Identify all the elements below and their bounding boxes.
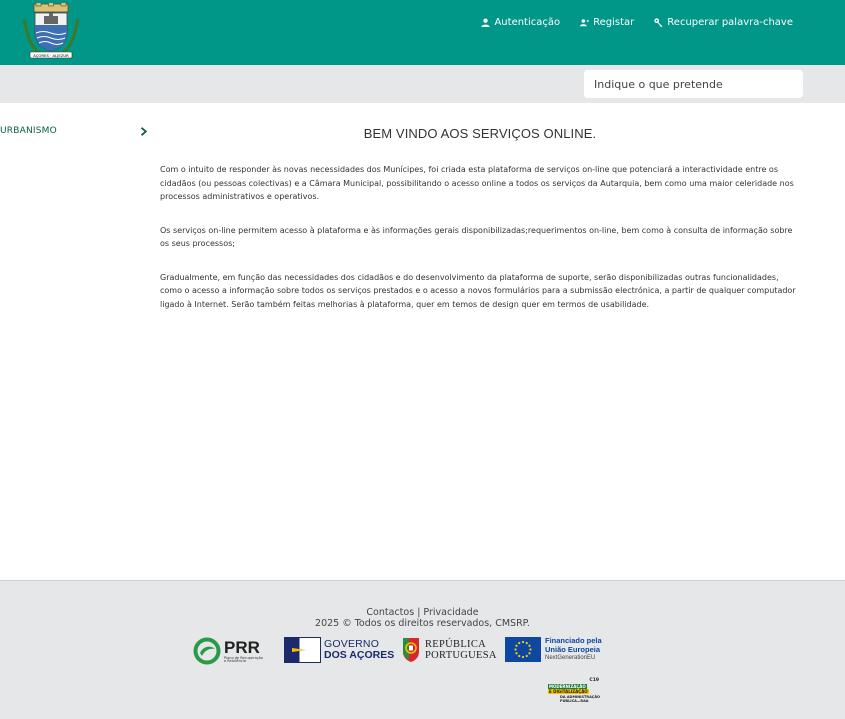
register-link[interactable] — [580, 17, 634, 28]
crest-ribbon-text: AÇORES · ALJEZUR — [33, 52, 69, 58]
chevron-right-icon — [140, 127, 148, 136]
prr-logo — [193, 637, 263, 665]
intro-paragraph-3: Gradualmente, em função das necessidades dos cidadãos e do desenvolvimento da plataforma de suporte, serão disponibilizadas outras funcionalidades, como o acesso a informação sobre todos os serviços prestados e o acesso a novos formulários para a submissão electrónica, a partir de qualquer computador ligado à Internet. Serão também feitas melhorias à plataforma, quer em temos de design quer em termos de usabilidade. — [160, 272, 796, 309]
prr-subtitle-1: Plano de Recuperação — [224, 655, 263, 660]
recover-password-link[interactable] — [654, 17, 793, 28]
prr-title: PRR — [224, 637, 260, 657]
azores-line-1: GOVERNO — [324, 637, 380, 650]
eu-line-3: NextGenerationEU — [545, 654, 596, 661]
login-link[interactable] — [481, 17, 560, 28]
republica-portuguesa-logo — [400, 636, 497, 664]
modernization-line-2: E DIGITALIZAÇÃO — [549, 689, 588, 694]
user-plus-icon — [580, 18, 589, 27]
portugal-emblem-icon — [400, 636, 422, 664]
privacy-link[interactable]: Privacidade — [423, 607, 479, 618]
contacts-link[interactable]: Contactos — [366, 607, 415, 618]
prr-subtitle-2: e Resiliência — [224, 659, 246, 663]
governo-acores-logo — [284, 637, 394, 663]
republic-line-1: REPÚBLICA — [425, 638, 487, 650]
azores-line-2: DOS AÇORES — [324, 649, 395, 661]
modernization-line-1: MODERNIZAÇÃO — [549, 684, 586, 689]
intro-paragraph-1: Com o intuito de responder às novas necessidades dos Munícipes, foi criada esta plataforma de serviços on-line que potenciará a interactividade entre os cidadãos (ou pessoas colectivas) e a Câmara Municipal, possibilitando o acesso online a todos os serviços da Autarquia, bem como uma maior celeridade nos processos administrativos e operativos. — [160, 165, 794, 201]
modernization-line-3: DA ADMINISTRAÇÃO — [560, 695, 601, 699]
eu-flag-icon — [505, 637, 541, 662]
prr-symbol-icon — [193, 637, 221, 665]
key-icon — [654, 18, 663, 27]
user-icon — [481, 18, 490, 27]
eu-line-2: União Europeia — [545, 645, 601, 655]
footer — [0, 580, 845, 719]
intro-paragraph-2: Os serviços on-line permitem acesso à plataforma e às informações gerais disponibilizadas;requerimentos on-line, bem como à consulta de informação sobre os seus processos; — [160, 225, 793, 248]
login-label: Autenticação — [494, 17, 561, 28]
main-content — [160, 126, 800, 331]
modernization-logo — [547, 678, 601, 706]
sidebar-item-urbanismo[interactable] — [0, 124, 150, 138]
municipal-crest-logo[interactable] — [20, 3, 82, 61]
copyright-text: 2025 © Todos os direitos reservados, CMSRP. — [315, 618, 530, 629]
eu-funding-logo — [505, 637, 602, 662]
page-title: BEM VINDO AOS SERVIÇOS ONLINE. — [363, 126, 597, 141]
top-nav — [481, 17, 793, 28]
footer-separator: | — [417, 607, 421, 618]
top-header — [0, 0, 845, 65]
register-label: Registar — [593, 17, 635, 28]
modernization-line-4: PÚBLICA—RAA — [560, 699, 589, 703]
recover-password-label: Recuperar palavra-chave — [667, 17, 793, 28]
footer-links — [0, 607, 845, 618]
search-band — [0, 65, 845, 103]
modernization-code: C19 — [589, 678, 599, 683]
sidebar-item-label: URBANISMO — [0, 126, 57, 136]
azores-flag-icon — [284, 637, 321, 663]
republic-line-2: PORTUGUESA — [425, 650, 497, 661]
search-input[interactable] — [584, 70, 803, 98]
eu-line-1: Financiado pela — [545, 636, 602, 646]
